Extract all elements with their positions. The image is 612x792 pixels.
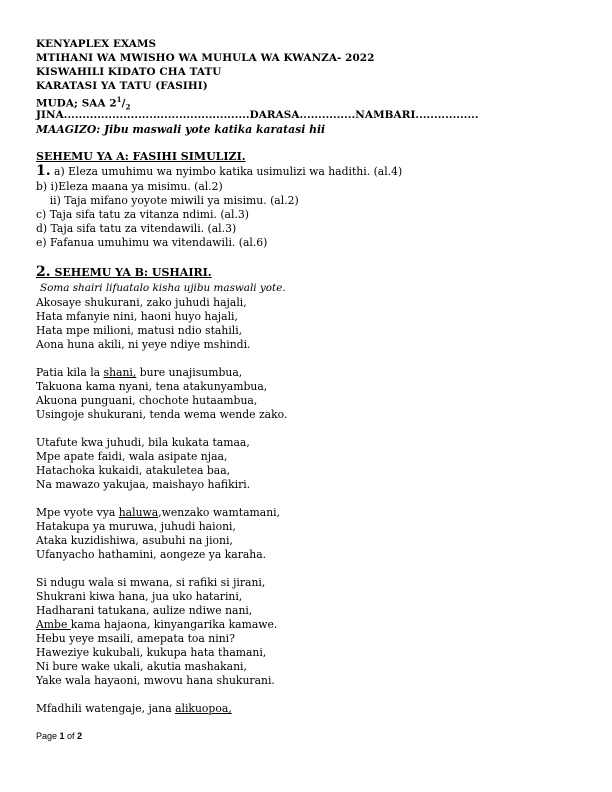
poem-line: Hatakupa ya muruwa, juhudi haioni, (36, 520, 236, 533)
question-number: 1. (36, 163, 51, 179)
section-b-title: 2. SEHEMU YA B: USHAIRI. (36, 264, 212, 280)
instructions: MAAGIZO: Jibu maswali yote katika karatasi hii (36, 123, 326, 136)
duration-line: MUDA; SAA $2^1/_2$ (36, 95, 131, 112)
poem-line: Akuona punguani, chochote hutaambua, (36, 394, 258, 407)
poem-line: Yake wala hayaoni, mwovu hana shukurani. (36, 674, 275, 687)
poem-line: Ambe kama hajaona, kinyangarika kamawe. (36, 618, 278, 631)
poem-line: Mpe vyote vya haluwa,wenzako wamtamani, (36, 506, 281, 519)
question-1a: 1. a) Eleza umuhimu wa nyimbo katika usimulizi wa hadithi. (al.4) (36, 163, 403, 179)
underlined-word: haluwa (118, 506, 159, 519)
question-1e: e) Fafanua umuhimu wa vitendawili. (al.6) (36, 236, 268, 249)
question-1b-i: b) i)Eleza maana ya misimu. (al.2) (36, 180, 223, 193)
poem-line: Haweziye kukubali, kukupa hata thamani, (36, 646, 267, 659)
student-details-line: JINA..................................................DARASA...............NAMBARI................. (36, 109, 479, 121)
poem-line: Aona huna akili, ni yeye ndiye mshindi. (36, 338, 251, 351)
poem-line: Hadharani tatukana, aulize ndiwe nani, (36, 604, 253, 617)
underlined-word: Ambe (36, 618, 71, 631)
poem-line: Si ndugu wala si mwana, si rafiki si jirani, (36, 576, 266, 589)
underlined-word: alikuopoa, (175, 702, 232, 715)
poem-line: Mfadhili watengaje, jana alikuopoa, (36, 702, 232, 715)
poem-line: Usingoje shukurani, tenda wema wende zako. (36, 408, 288, 421)
poem-line: Ufanyacho hathamini, aongeze ya karaha. (36, 548, 267, 561)
poem-line: Mpe apate faidi, wala asipate njaa, (36, 450, 228, 463)
question-1c: c) Taja sifa tatu za vitanza ndimi. (al.3) (36, 208, 249, 221)
section-a-title: SEHEMU YA A: FASIHI SIMULIZI. (36, 150, 246, 163)
total-pages: 2 (77, 731, 83, 741)
poem-line: Akosaye shukurani, zako juhudi hajali, (36, 296, 247, 309)
poem-line: Hebu yeye msaili, amepata toa nini? (36, 632, 235, 645)
exam-title: MTIHANI WA MWISHO WA MUHULA WA KWANZA- 2022 (36, 52, 375, 64)
underlined-word: shani, (103, 366, 137, 379)
current-page: 1 (59, 731, 65, 741)
paper-line: KARATASI YA TATU (FASIHI) (36, 80, 208, 92)
question-1d: d) Taja sifa tatu za vitendawili. (al.3) (36, 222, 237, 235)
poem-line: Hata mpe milioni, matusi ndio stahili, (36, 324, 243, 337)
poem-line: Ataka kuzidishiwa, asubuhi na jioni, (36, 534, 233, 547)
page-footer: Page 1 of 2 (36, 731, 83, 741)
poem-line: Ni bure wake ukali, akutia mashakani, (36, 660, 247, 673)
school-name: KENYAPLEX EXAMS (36, 38, 157, 50)
poem-line: Shukrani kiwa hana, jua uko hatarini, (36, 590, 243, 603)
poem-intro: Soma shairi lifuatalo kisha ujibu maswali yote. (40, 282, 286, 294)
poem-line: Utafute kwa juhudi, bila kukata tamaa, (36, 436, 250, 449)
question-1b-ii: ii) Taja mifano yoyote miwili ya misimu. (al.2) (36, 194, 299, 207)
poem-line: Takuona kama nyani, tena atakunyambua, (36, 380, 268, 393)
poem-line: Hata mfanyie nini, haoni huyo hajali, (36, 310, 238, 323)
subject-line: KISWAHILI KIDATO CHA TATU (36, 66, 222, 78)
poem-line: Hatachoka kukaidi, atakuletea baa, (36, 464, 231, 477)
poem-line: Patia kila la shani, bure unajisumbua, (36, 366, 243, 379)
poem-line: Na mawazo yakujaa, maishayo hafikiri. (36, 478, 251, 491)
